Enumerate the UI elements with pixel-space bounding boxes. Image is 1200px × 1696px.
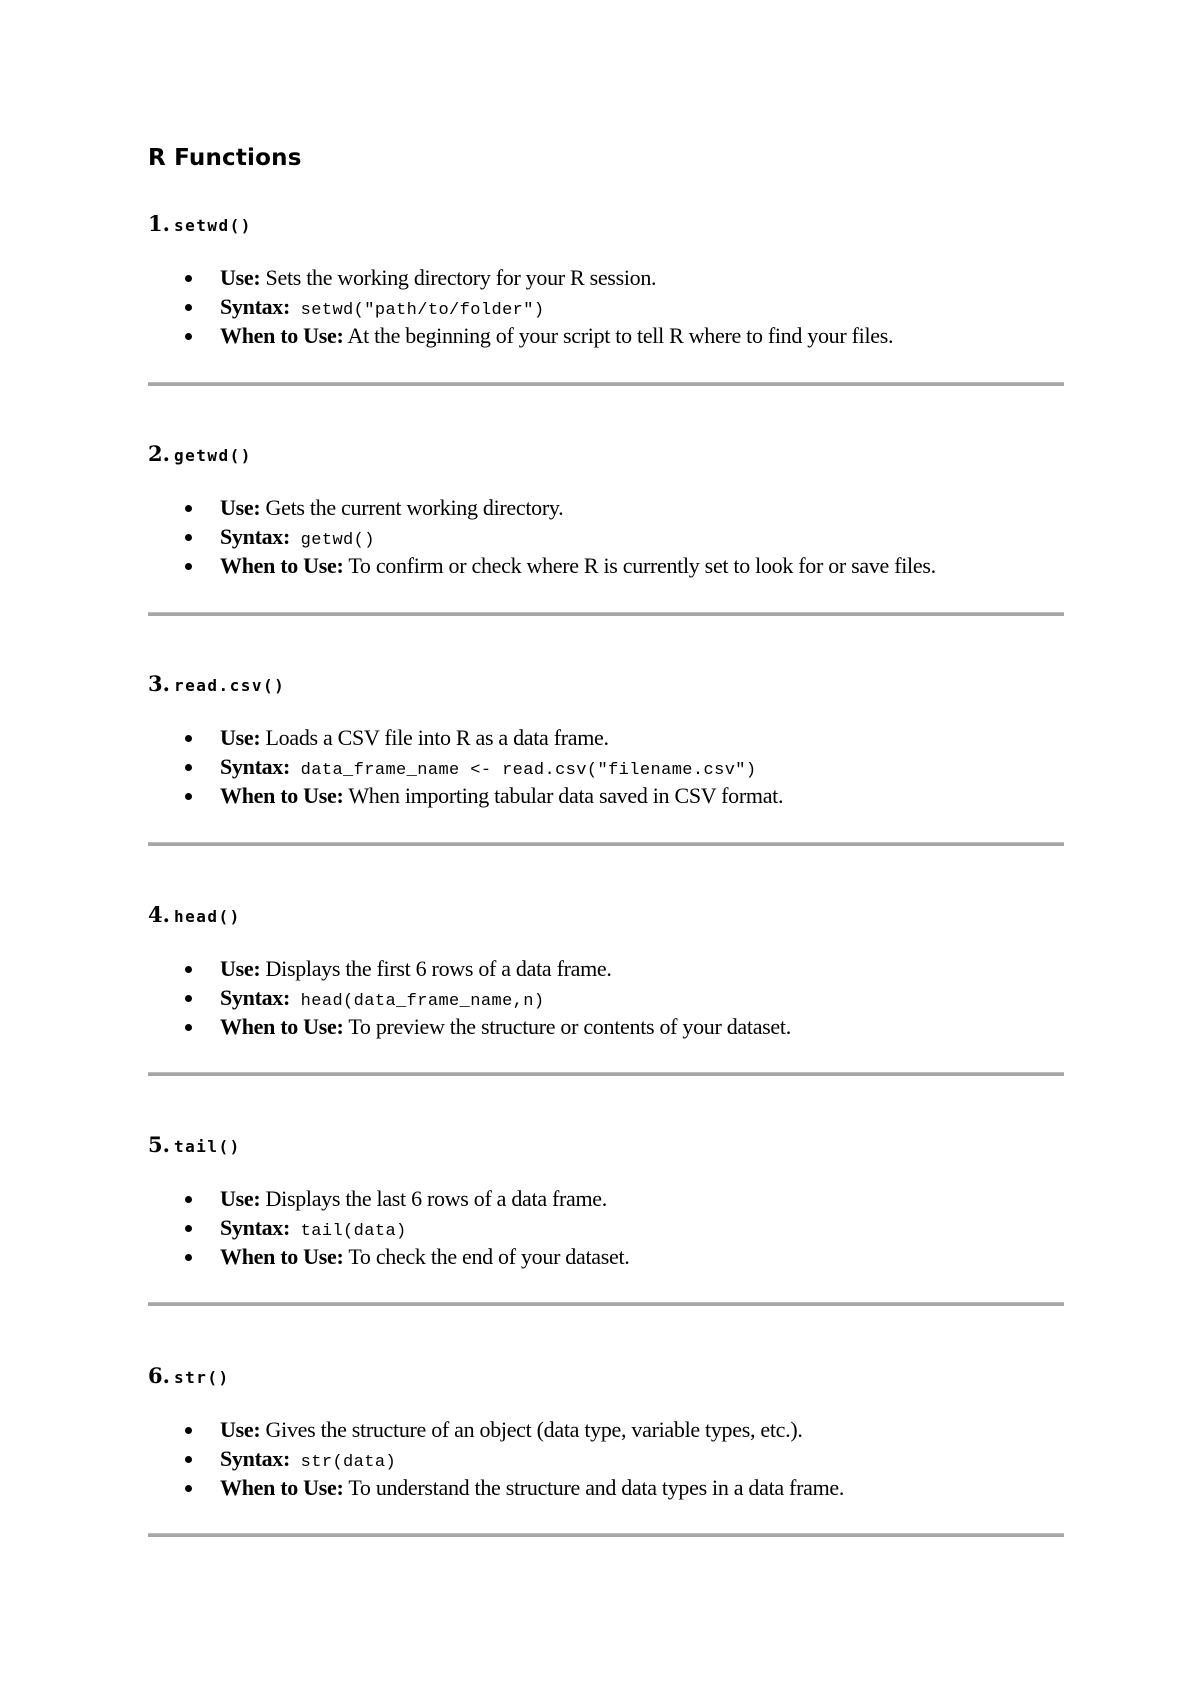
horizontal-divider	[148, 1072, 1064, 1076]
bullet-list	[148, 1415, 1064, 1502]
bullet-list	[148, 1184, 1064, 1271]
item-text: Gives the structure of an object (data type, variable types, etc.).	[260, 1417, 803, 1442]
function-name: getwd()	[173, 446, 252, 465]
bullet-icon	[185, 563, 192, 570]
list-item-when-to-use	[148, 1012, 1064, 1041]
item-label: Syntax:	[220, 1215, 291, 1240]
section-read-csv	[148, 669, 1064, 810]
section-heading	[148, 1130, 1064, 1160]
bullet-icon	[185, 1485, 192, 1492]
bullet-icon	[185, 1024, 192, 1031]
item-label: Use:	[220, 956, 261, 981]
bullet-icon	[185, 304, 192, 311]
function-name: setwd()	[173, 216, 252, 235]
bullet-icon	[185, 1225, 192, 1232]
list-item-syntax	[148, 983, 1064, 1012]
list-item-syntax	[148, 292, 1064, 321]
item-code: data_frame_name <- read.csv("filename.csv")	[290, 761, 757, 780]
section-heading	[148, 900, 1064, 930]
bullet-icon	[185, 275, 192, 282]
section-setwd	[148, 209, 1064, 350]
list-item-syntax	[148, 522, 1064, 551]
bullet-icon	[185, 1456, 192, 1463]
section-number: 2.	[148, 441, 170, 466]
item-code: str(data)	[290, 1453, 397, 1472]
horizontal-divider	[148, 1302, 1064, 1306]
section-tail	[148, 1130, 1064, 1271]
item-label: When to Use:	[220, 1014, 344, 1039]
bullet-icon	[185, 966, 192, 973]
bullet-icon	[185, 995, 192, 1002]
list-item-when-to-use	[148, 551, 1064, 580]
list-item-use	[148, 1184, 1064, 1213]
list-item-use	[148, 493, 1064, 522]
bullet-icon	[185, 764, 192, 771]
function-name: head()	[173, 907, 241, 926]
item-label: Syntax:	[220, 754, 291, 779]
list-item-when-to-use	[148, 781, 1064, 810]
item-text: Displays the first 6 rows of a data frame.	[260, 956, 612, 981]
item-code: setwd("path/to/folder")	[290, 301, 545, 320]
item-label: Syntax:	[220, 1446, 291, 1471]
section-number: 4.	[148, 902, 170, 927]
item-label: Use:	[220, 265, 261, 290]
section-heading	[148, 669, 1064, 699]
list-item-when-to-use	[148, 321, 1064, 350]
item-label: When to Use:	[220, 1244, 344, 1269]
horizontal-divider	[148, 382, 1064, 386]
page-title: R Functions	[148, 145, 302, 171]
item-code: head(data_frame_name,n)	[290, 992, 545, 1011]
section-head	[148, 900, 1064, 1041]
bullet-icon	[185, 505, 192, 512]
section-str	[148, 1361, 1064, 1502]
function-name: read.csv()	[173, 676, 286, 695]
bullet-list	[148, 954, 1064, 1041]
bullet-icon	[185, 1427, 192, 1434]
item-text: Sets the working directory for your R session.	[260, 265, 657, 290]
item-text: At the beginning of your script to tell R where to find your files.	[343, 323, 894, 348]
item-label: When to Use:	[220, 783, 344, 808]
item-text: Loads a CSV file into R as a data frame.	[260, 725, 609, 750]
item-label: When to Use:	[220, 1475, 344, 1500]
bullet-icon	[185, 534, 192, 541]
item-label: Syntax:	[220, 524, 291, 549]
function-name: tail()	[173, 1137, 241, 1156]
item-code: tail(data)	[290, 1222, 407, 1241]
item-text: Gets the current working directory.	[260, 495, 564, 520]
item-label: Syntax:	[220, 985, 291, 1010]
item-text: Displays the last 6 rows of a data frame.	[260, 1186, 607, 1211]
item-label: When to Use:	[220, 323, 344, 348]
section-number: 1.	[148, 211, 170, 236]
item-label: Use:	[220, 495, 261, 520]
list-item-when-to-use	[148, 1242, 1064, 1271]
item-code: getwd()	[290, 531, 375, 550]
item-text: When importing tabular data saved in CSV format.	[343, 783, 784, 808]
list-item-use	[148, 263, 1064, 292]
bullet-icon	[185, 1254, 192, 1261]
list-item-when-to-use	[148, 1473, 1064, 1502]
section-heading	[148, 1361, 1064, 1391]
item-text: To understand the structure and data types in a data frame.	[343, 1475, 845, 1500]
horizontal-divider	[148, 612, 1064, 616]
section-heading	[148, 439, 1064, 469]
list-item-use	[148, 723, 1064, 752]
list-item-syntax	[148, 1444, 1064, 1473]
bullet-icon	[185, 1196, 192, 1203]
item-label: When to Use:	[220, 553, 344, 578]
section-number: 5.	[148, 1132, 170, 1157]
section-number: 6.	[148, 1363, 170, 1388]
bullet-list	[148, 493, 1064, 580]
item-label: Use:	[220, 725, 261, 750]
section-number: 3.	[148, 671, 170, 696]
item-label: Syntax:	[220, 294, 291, 319]
list-item-use	[148, 1415, 1064, 1444]
bullet-list	[148, 263, 1064, 350]
bullet-icon	[185, 333, 192, 340]
item-label: Use:	[220, 1186, 261, 1211]
bullet-icon	[185, 735, 192, 742]
section-getwd	[148, 439, 1064, 580]
function-name: str()	[173, 1368, 230, 1387]
horizontal-divider	[148, 842, 1064, 846]
list-item-syntax	[148, 752, 1064, 781]
list-item-syntax	[148, 1213, 1064, 1242]
list-item-use	[148, 954, 1064, 983]
horizontal-divider	[148, 1533, 1064, 1537]
item-label: Use:	[220, 1417, 261, 1442]
item-text: To confirm or check where R is currently set to look for or save files.	[343, 553, 936, 578]
item-text: To preview the structure or contents of your dataset.	[343, 1014, 791, 1039]
bullet-icon	[185, 793, 192, 800]
bullet-list	[148, 723, 1064, 810]
item-text: To check the end of your dataset.	[343, 1244, 630, 1269]
section-heading	[148, 209, 1064, 239]
